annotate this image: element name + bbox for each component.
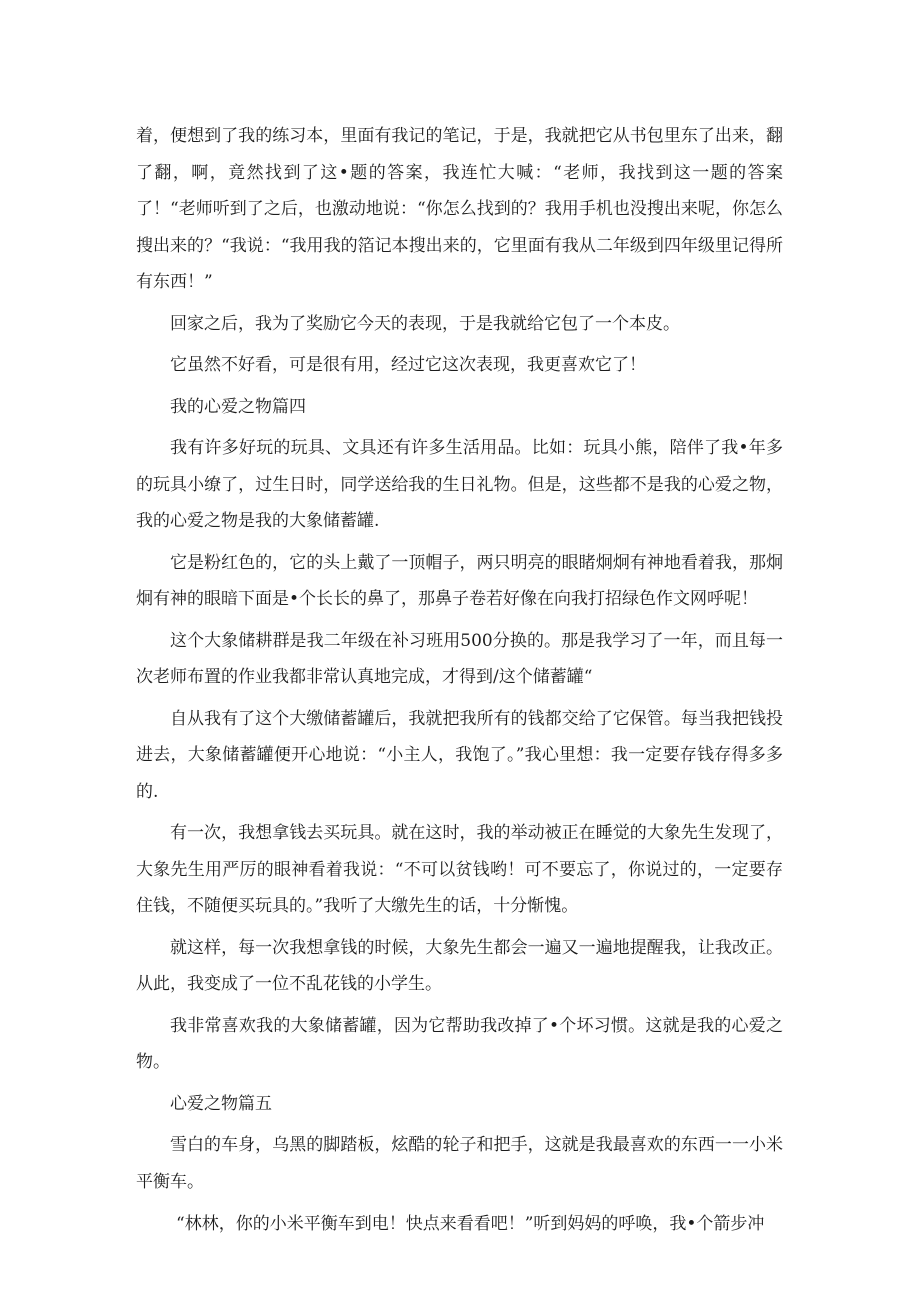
paragraph-reward: 回家之后，我为了奖励它今天的表现，于是我就给它包了一个本皮。 bbox=[170, 313, 680, 334]
paragraph-saving: 自从我有了这个大缴储蓄罐后，我就把我所有的钱都交给了它保管。每当我把钱投进去，大象储蓄罐便开心地说：“小主人，我饱了。”我心里想：我一定要存钱存得多多的. bbox=[136, 708, 783, 802]
paragraph-continued-story: 着，便想到了我的练习本，里面有我记的笔记，于是，我就把它从书包里东了出来，翻了翻，啊，竟然找到了这•题的答案，我连忙大喊：“老师，我找到这一题的答案了！“老师听到了之后，也激动地说：“你怎么找到的？我用手机也没搜出来呢，你怎么搜出来的？“我说：“我用我的箔记本搜出来的，它里面有我从二年级到四年级里记得所有东西！” bbox=[136, 126, 783, 292]
paragraph-change: 就这样，每一次我想拿钱的时候，大象先生都会一遍又一遍地提醒我，让我改正。从此，我变成了一位不乱花钱的小学生。 bbox=[136, 937, 783, 994]
paragraph-incident: 有一次，我想拿钱去买玩具。就在这时，我的举动被正在睡觉的大象先生发现了，大象先生用严厉的眼神看着我说：“不可以贫钱哟！可不要忘了，你说过的，一定要存住钱，不随便买玩具的。”我听了大缴先生的话，十分惭愧。 bbox=[136, 823, 783, 916]
paragraph-ending-4: 我非常喜欢我的大象储蓄罐，因为它帮助我改掉了•个坏习惯。这就是我的心爱之物。 bbox=[136, 1015, 783, 1072]
paragraph-intro-5: 雪白的车身，乌黑的脚踏板，炫酷的轮子和把手，这就是我最喜欢的东西一一小米平衡车。 bbox=[136, 1135, 783, 1192]
paragraph-dialogue: “林林，你的小米平衡车到电！快点来看看吧！”听到妈妈的呼唤，我•个箭步冲 bbox=[176, 1214, 765, 1234]
paragraph-appearance: 它是粉红色的，它的头上戴了一顶帽子，两只明亮的眼睹炯炯有神地看着我，那炯炯有神的眼暗下面是•个长长的鼻了，那鼻子卷若好像在向我打招绿色作文网呼呢！ bbox=[136, 552, 783, 609]
paragraph-conclusion: 它虽然不好看，可是很有用，经过它这次表现，我更喜欢它了！ bbox=[170, 355, 646, 375]
section-heading-5: 心爱之物篇五 bbox=[170, 1093, 272, 1114]
document-page bbox=[136, 118, 783, 1243]
paragraph-intro-4: 我有许多好玩的玩具、文具还有许多生活用品。比如：玩具小熊，陪伴了我•年多的玩具小缭了，过生日时，同学送给我的生日礼物。但是，这些都不是我的心爱之物，我的心爱之物是我的大象储蓄罐. bbox=[136, 438, 783, 531]
paragraph-origin: 这个大象储耕群是我二年级在补习班用500分换的。那是我学习了一年，而且每一次老师布置的作业我都非常认真地完成，才得到/这个储蓄罐“ bbox=[136, 630, 783, 687]
section-heading-4: 我的心爱之物篇四 bbox=[170, 396, 306, 417]
